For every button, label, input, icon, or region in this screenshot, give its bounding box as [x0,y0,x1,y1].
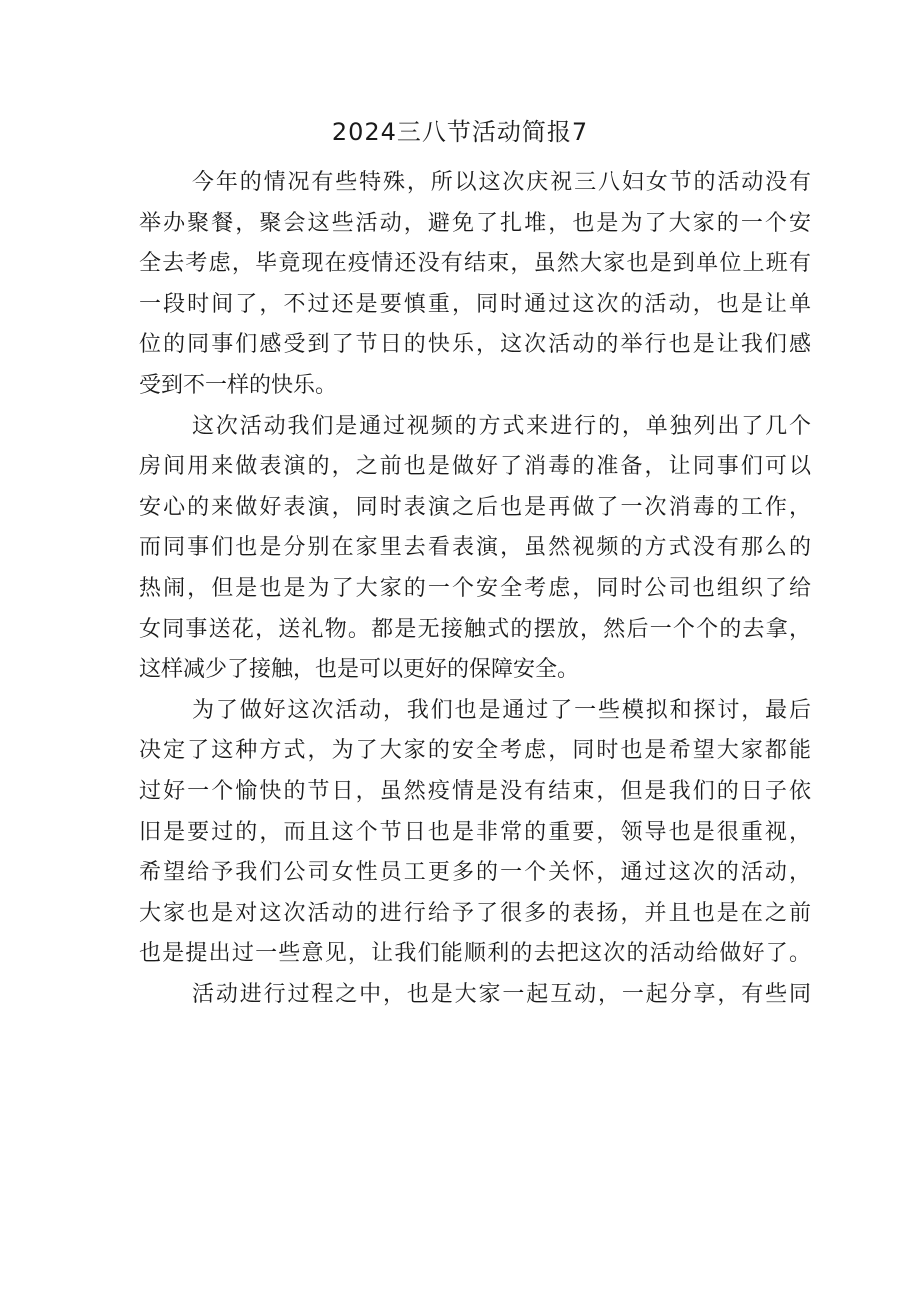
document-body [139,163,811,1015]
text-line: 也是提出过一些意见，让我们能顺利的去把这次的活动给做好了。 [139,941,811,967]
text-line: 这样减少了接触，也是可以更好的保障安全。 [139,657,580,683]
paragraph-first-line: 活动进行过程之中，也是大家一起互动，一起分享，有些同 [192,981,811,1007]
text-line: 举办聚餐，聚会这些活动，避免了扎堆，也是为了大家的一个安 [139,210,811,236]
text-line: 房间用来做表演的，之前也是做好了消毒的准备，让同事们可以 [139,454,811,480]
text-line: 一段时间了，不过还是要慎重，同时通过这次的活动，也是让单 [139,291,811,317]
text-line: 安心的来做好表演，同时表演之后也是再做了一次消毒的工作， [139,494,811,520]
text-line: 全去考虑，毕竟现在疫情还没有结束，虽然大家也是到单位上班有 [139,251,811,277]
text-line: 旧是要过的，而且这个节日也是非常的重要，领导也是很重视， [139,819,811,845]
document-title: 2024三八节活动简报7 [331,118,589,146]
text-line: 大家也是对这次活动的进行给予了很多的表扬，并且也是在之前 [139,900,811,926]
paragraph-first-line: 这次活动我们是通过视频的方式来进行的，单独列出了几个 [192,413,811,439]
paragraph-first-line: 为了做好这次活动，我们也是通过了一些模拟和探讨，最后 [192,697,811,723]
text-line: 而同事们也是分别在家里去看表演，虽然视频的方式没有那么的 [139,535,811,561]
text-line: 决定了这种方式，为了大家的安全考虑，同时也是希望大家都能 [139,738,811,764]
text-line: 受到不一样的快乐。 [139,372,338,398]
text-line: 热闹，但是也是为了大家的一个安全考虑，同时公司也组织了给 [139,575,811,601]
text-line: 希望给予我们公司女性员工更多的一个关怀，通过这次的活动， [139,860,811,886]
text-line: 位的同事们感受到了节日的快乐，这次活动的举行也是让我们感 [139,332,811,358]
paragraph-first-line: 今年的情况有些特殊，所以这次庆祝三八妇女节的活动没有 [192,170,811,195]
text-line: 过好一个愉快的节日，虽然疫情是没有结束，但是我们的日子依 [139,778,811,804]
text-line: 女同事送花，送礼物。都是无接触式的摆放，然后一个个的去拿， [139,616,811,642]
